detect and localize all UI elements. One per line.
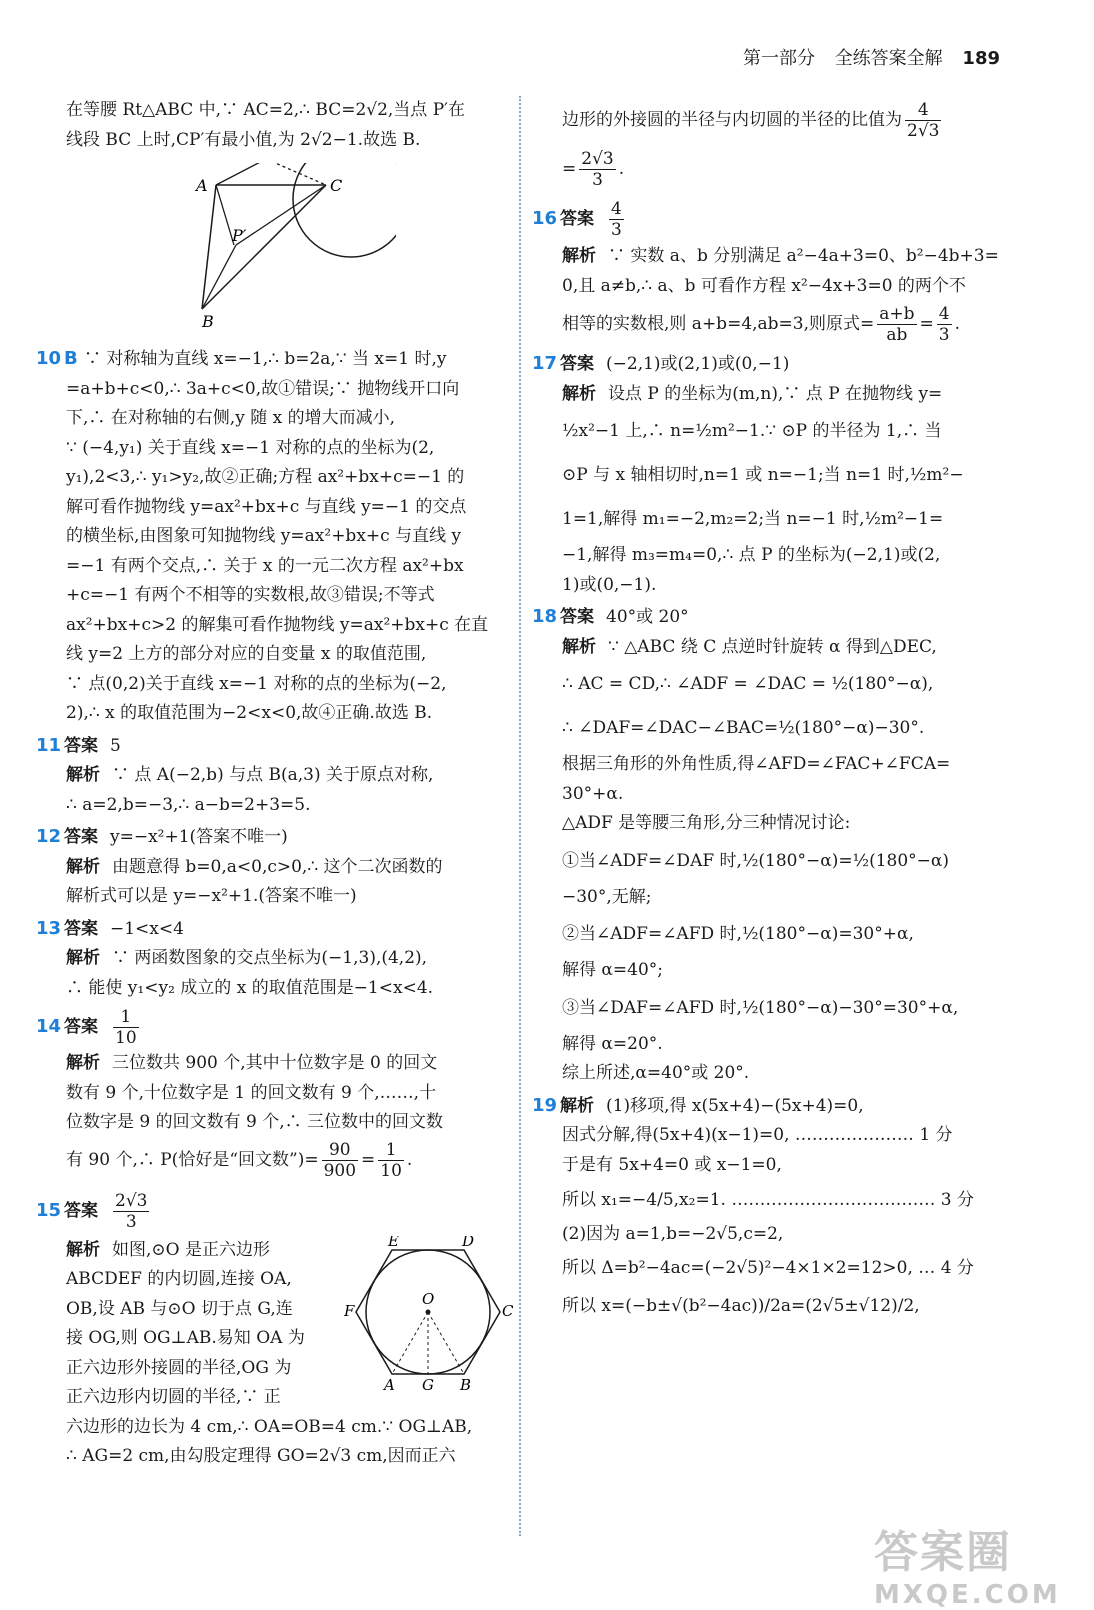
answer-tag: 答案: [64, 735, 98, 756]
text-line: ∴ 能使 y₁<y₂ 成立的 x 的取值范围是−1<x<4.: [66, 977, 434, 998]
column-divider: [519, 96, 521, 1536]
text-line: 根据三角形的外角性质,得∠AFD=∠FAC+∠FCA=: [562, 754, 951, 774]
fraction: [905, 100, 941, 141]
text-line: ②当∠ADF=∠AFD 时,½(180°−α)=30°+α,: [562, 924, 914, 944]
watermark-url: MXQE.COM: [874, 1580, 1061, 1610]
analysis-line: [66, 1049, 506, 1079]
text-line: ABCDEF 的内切圆,连接 OA,: [66, 1269, 292, 1289]
question-18: [532, 602, 1002, 633]
denominator: 2√3: [907, 121, 940, 141]
denominator: 3: [125, 1211, 137, 1232]
text-line: 1)或(0,−1).: [562, 574, 657, 595]
text-line: ∴ ∠DAF=∠DAC−∠BAC=½(180°−α)−30°.: [562, 718, 925, 738]
text-line: 正六边形内切圆的半径,∵ 正: [66, 1387, 281, 1407]
text-line: 因式分解,得(5x+4)(x−1)=0, ………………… 1 分: [562, 1125, 953, 1145]
question-16: [532, 196, 1002, 242]
answer-tag: 答案: [560, 209, 594, 229]
page-header: [729, 44, 1000, 70]
text-line: 解得 α=40°;: [562, 960, 663, 980]
question-number: 12: [36, 826, 62, 847]
question-number: 10: [36, 348, 62, 369]
answer-fraction: [113, 1191, 149, 1232]
answer-tag: 答案: [64, 1200, 98, 1221]
question-number: 16: [532, 208, 558, 229]
label-p-prime: P′: [232, 226, 247, 245]
text-line: 的横坐标,由图象可知抛物线 y=ax²+bx+c 与直线 y: [66, 526, 462, 546]
denominator: 3: [938, 325, 950, 345]
text-line: ①当∠ADF=∠DAF 时,½(180°−α)=½(180°−α): [562, 850, 950, 871]
text-line: ∵ 点 A(−2,b) 与点 B(a,3) 关于原点对称,: [112, 765, 434, 785]
question-14: [36, 1005, 506, 1049]
circle-triangle-figure: [176, 163, 396, 333]
text-line: +c=−1 有两个不相等的实数根,故③错误;不等式: [66, 585, 435, 605]
analysis-tag: 解析: [562, 636, 596, 657]
watermark-logo: [874, 1516, 1074, 1610]
denominator: 10: [380, 1160, 402, 1181]
text-line: ∴ AG=2 cm,由勾股定理得 GO=2√3 cm,因而正六: [66, 1446, 456, 1466]
text-line: 30°+α.: [562, 783, 624, 804]
label-b: B: [460, 1375, 472, 1394]
question-15: [36, 1186, 506, 1236]
text-line: −30°,无解;: [562, 886, 652, 907]
text-line: 数有 9 个,十位数字是 1 的回文数有 9 个,……,十: [66, 1082, 437, 1103]
fraction: [378, 1140, 404, 1181]
answer-fraction: [609, 199, 624, 240]
analysis-tag: 解析: [560, 1095, 594, 1116]
text-line: 解可看作抛物线 y=ax²+bx+c 与直线 y=−1 的交点: [66, 496, 467, 517]
label-c: C: [502, 1301, 514, 1320]
text-line: 接 OG,则 OG⊥AB.易知 OA 为: [66, 1328, 305, 1348]
watermark-text: 答案圈: [874, 1527, 1012, 1578]
analysis-tag: 解析: [562, 383, 596, 404]
text-line: ⊙P 与 x 轴相切时,n=1 或 n=−1;当 n=1 时,½m²−: [562, 465, 964, 485]
answer-value: −1<x<4: [110, 918, 184, 939]
text-line: 0,且 a≠b,∴ a、b 可看作方程 x²−4x+3=0 的两个不: [562, 275, 966, 296]
text-line: OB,设 AB 与⊙O 切于点 G,连: [66, 1298, 293, 1319]
analysis-line: [66, 944, 506, 974]
question-11: [36, 731, 506, 762]
hexagon-block: [66, 1235, 514, 1472]
answer-tag: 答案: [560, 354, 594, 374]
text-line: 所以 Δ=b²−4ac=(−2√5)²−4×1×2=12>0, … 4 分: [562, 1257, 974, 1278]
analysis-tag: 解析: [66, 856, 100, 877]
analysis-line: [66, 761, 506, 791]
text-line: y₁),2<3,∴ y₁>y₂,故②正确;方程 ax²+bx+c=−1 的: [66, 467, 465, 487]
question-12: [36, 822, 506, 853]
text-line: −1,解得 m₃=m₄=0,∴ 点 P 的坐标为(−2,1)或(2,: [562, 545, 941, 565]
intro-line: 线段 BC 上时,CP′有最小值,为 2√2−1.故选 B.: [66, 129, 421, 150]
question-19: [532, 1091, 1002, 1122]
left-column: [36, 96, 514, 1472]
answer-tag: 答案: [64, 1017, 98, 1037]
answer-value: y=−x²+1(答案不唯一): [110, 827, 288, 847]
intro-line: 在等腰 Rt△ABC 中,∵ AC=2,∴ BC=2√2,当点 P′在: [66, 100, 466, 120]
text-part: 相等的实数根,则 a+b=4,ab=3,则原式=: [562, 314, 875, 334]
text-line: 解得 α=20°.: [562, 1033, 663, 1054]
fraction: [937, 304, 952, 345]
text-line: 有 90 个,∴ P(恰好是“回文数”)= $\frac{90}{900}$ = $\frac{1}{10}$ .: [66, 1139, 413, 1181]
question-number: 18: [532, 606, 558, 627]
text-line: =−1 有两个交点,∴ 关于 x 的一元二次方程 ax²+bx: [66, 555, 464, 576]
analysis-tag: 解析: [66, 1053, 100, 1073]
question-13: [36, 914, 506, 945]
text-line: =a+b+c<0,∴ 3a+c<0,故①错误;∵ 抛物线开口向: [66, 378, 460, 399]
text-line: = $\frac{2√3}{3}$ .: [562, 149, 625, 190]
text-line: 如图,⊙O 是正六边形: [112, 1239, 270, 1260]
fraction: [322, 1140, 358, 1181]
book-title: 全练答案全解: [834, 48, 943, 69]
answer-fraction: [113, 1007, 139, 1048]
analysis-tag: 解析: [562, 246, 596, 266]
denominator: 3: [611, 220, 622, 240]
text-line: ③当∠DAF=∠AFD 时,½(180°−α)−30°=30°+α,: [562, 997, 959, 1018]
text-line: 线 y=2 上方的部分对应的自变量 x 的取值范围,: [66, 644, 427, 664]
analysis-line: [562, 242, 1002, 272]
label-a: A: [196, 176, 208, 195]
analysis-line: [562, 380, 1002, 410]
denominator: 900: [323, 1160, 357, 1181]
label-a: A: [384, 1375, 395, 1394]
text-line: 于是有 5x+4=0 或 x−1=0,: [562, 1154, 782, 1175]
text-line: 六边形的边长为 4 cm,∴ OA=OB=4 cm.∵ OG⊥AB,: [66, 1416, 473, 1437]
answer-letter: B: [64, 348, 78, 369]
text-line: 正六边形外接圆的半径,OG 为: [66, 1357, 292, 1378]
label-f: F: [344, 1301, 355, 1320]
page-number: 189: [962, 48, 1000, 69]
text-line: ax²+bx+c>2 的解集可看作抛物线 y=ax²+bx+c 在直: [66, 614, 489, 635]
fraction: [579, 149, 615, 190]
label-g: G: [422, 1375, 434, 1394]
label-b: B: [202, 312, 214, 331]
numerator: 4: [905, 100, 941, 121]
text-line: ∵ 实数 a、b 分别满足 a²−4a+3=0、b²−4b+3=: [608, 246, 999, 266]
denominator: ab: [886, 325, 908, 345]
text-line: 2),∴ x 的取值范围为−2<x<0,故④正确.故选 B.: [66, 703, 433, 723]
text-line: 解析式可以是 y=−x²+1.(答案不唯一): [66, 886, 357, 906]
label-d: D: [462, 1235, 475, 1250]
analysis-line: [562, 633, 1002, 663]
hexagon-figure: [344, 1236, 514, 1396]
label-o: O: [422, 1289, 435, 1308]
denominator: 10: [115, 1028, 137, 1048]
right-column: [532, 96, 1002, 1326]
text-line: 三位数共 900 个,其中十位数字是 0 的回文: [112, 1053, 438, 1073]
answer-value: 5: [110, 735, 121, 756]
fraction: [877, 304, 916, 345]
question-number: 13: [36, 917, 62, 939]
text-line: ∴ a=2,b=−3,∴ a−b=2+3=5.: [66, 794, 311, 815]
text-line: ∵ 点(0,2)关于直线 x=−1 对称的点的坐标为(−2,: [66, 673, 447, 694]
text-line: 所以 x=(−b±√(b²−4ac))/2a=(2√5±√12)/2,: [562, 1295, 920, 1316]
text-line: 相等的实数根,则 a+b=4,ab=3,则原式= $\frac{a+b}{ab}$ = $\frac{4}{3}$ .: [562, 304, 961, 345]
label-c: C: [330, 176, 343, 195]
text-part: 有 90 个,∴ P(恰好是“回文数”)=: [66, 1149, 319, 1170]
answer-value: 40°或 20°: [606, 607, 689, 627]
denominator: 3: [592, 170, 603, 190]
answer-tag: 答案: [64, 918, 98, 939]
label-e: E: [388, 1235, 399, 1250]
answer-tag: 答案: [560, 607, 594, 627]
text-line: ∵ △ABC 绕 C 点逆时针旋转 α 得到△DEC,: [608, 636, 937, 657]
text-line: 由题意得 b=0,a<0,c>0,∴ 这个二次函数的: [112, 856, 443, 877]
question-number: 17: [532, 353, 558, 374]
text-line: △ADF 是等腰三角形,分三种情况讨论:: [562, 813, 851, 833]
analysis-tag: 解析: [66, 1239, 100, 1260]
numerator: 4: [611, 199, 622, 219]
question-17: [532, 349, 1002, 380]
section-label: 第一部分: [742, 48, 815, 69]
text-part: 边形的外接圆的半径与内切圆的半径的比值为: [562, 110, 902, 130]
numerator: 1: [378, 1140, 404, 1161]
analysis-line: [66, 853, 506, 883]
numerator: a+b: [879, 304, 915, 324]
text-line: 设点 P 的坐标为(m,n),∵ 点 P 在抛物线 y=: [608, 383, 943, 404]
numerator: 2√3: [581, 149, 614, 169]
text-line: 综上所述,α=40°或 20°.: [562, 1063, 750, 1083]
text-line: 所以 x₁=−4/5,x₂=1. ……………………………… 3 分: [562, 1190, 974, 1210]
text-line: (1)移项,得 x(5x+4)−(5x+4)=0,: [606, 1095, 864, 1116]
question-number: 15: [36, 1199, 62, 1221]
numerator: 2√3: [115, 1190, 148, 1211]
text-line: 下,∴ 在对称轴的右侧,y 随 x 的增大而减小,: [66, 408, 396, 428]
text-line: [562, 96, 1002, 144]
text-line: ∵ 对称轴为直线 x=−1,∴ b=2a,∵ 当 x=1 时,y: [84, 349, 447, 369]
numerator: 1: [113, 1007, 139, 1028]
answer-tag: 答案: [64, 827, 98, 847]
answer-value: (−2,1)或(2,1)或(0,−1): [606, 354, 790, 374]
question-number: 11: [36, 734, 62, 756]
text-line: ∵ 两函数图象的交点坐标为(−1,3),(4,2),: [112, 948, 428, 968]
question-number: 14: [36, 1016, 62, 1037]
text-line: ∵ (−4,y₁) 关于直线 x=−1 对称的点的坐标为(2,: [66, 437, 435, 458]
text-line: 位数字是 9 的回文数有 9 个,∴ 三位数中的回文数: [66, 1112, 444, 1132]
text-line: 1=1,解得 m₁=−2,m₂=2;当 n=−1 时,½m²−1=: [562, 509, 944, 529]
text-line: ∴ AC = CD,∴ ∠ADF = ∠DAC = ½(180°−α),: [562, 674, 934, 694]
text-line: (2)因为 a=1,b=−2√5,c=2,: [562, 1224, 784, 1244]
analysis-tag: 解析: [66, 765, 100, 785]
question-number: 19: [532, 1094, 558, 1116]
numerator: 90: [322, 1140, 358, 1161]
text-line: ½x²−1 上,∴ n=½m²−1.∵ ⊙P 的半径为 1,∴ 当: [562, 421, 942, 441]
numerator: 4: [938, 304, 950, 324]
question-10: [36, 344, 506, 375]
analysis-tag: 解析: [66, 948, 100, 968]
